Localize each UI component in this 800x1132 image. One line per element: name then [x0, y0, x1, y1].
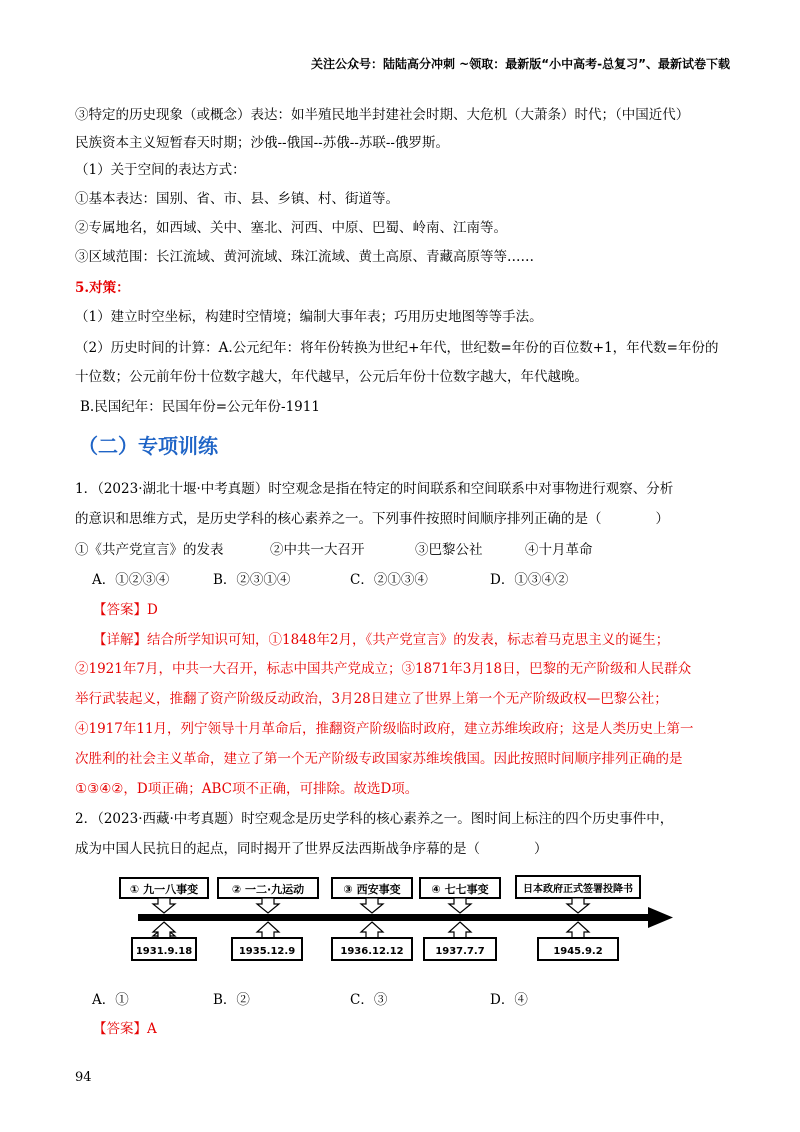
timeline-date-4-label: 1937.7.7: [435, 946, 485, 957]
timeline-date-3: [332, 922, 412, 960]
timeline-event-5: [516, 876, 640, 913]
q1-option-c[interactable]: C．②①③④: [350, 572, 428, 588]
intro-line-2: 民族资本主义短暂春天时期；沙俄--俄国--苏俄--苏联--俄罗斯。: [75, 135, 449, 151]
timeline-diagram: [118, 872, 678, 972]
timeline-event-4-label: ④ 七七事变: [431, 883, 489, 896]
q1-line-2: 的意识和思维方式，是历史学科的核心素养之一。下列事件按照时间顺序排列正确的是（ ）: [75, 511, 669, 527]
timeline-event-1: [120, 878, 208, 913]
q1-item-4: ④十月革命: [525, 542, 593, 558]
page-header: 关注公众号：陆陆高分冲刺 ~领取：最新版“小中高考-总复习”、最新试卷下载: [311, 57, 730, 71]
timeline-event-1-label: ① 九一八事变: [129, 883, 199, 896]
intro-line-3: （1）关于空间的表达方式：: [75, 162, 246, 178]
q1-explain-6: ①③④②，D项正确；ABC项不正确，可排除。故选D项。: [75, 781, 419, 797]
page-number: 94: [75, 1070, 92, 1085]
timeline-event-3-label: ③ 西安事变: [343, 883, 401, 896]
intro-line-4: ①基本表达：国别、省、市、县、乡镇、村、街道等。: [75, 191, 399, 207]
timeline-arrowhead: [648, 907, 673, 928]
q1-option-b[interactable]: B．②③①④: [213, 572, 291, 588]
q1-line-1: 1．（2023·湖北十堰·中考真题）时空观念是指在特定的时间联系和空间联系中对事物进行观察、分析: [75, 481, 674, 497]
strategy-line-2: （2）历史时间的计算：A.公元纪年：将年份转换为世纪+年代，世纪数=年份的百位数+1，年代数=年份的: [75, 340, 719, 356]
q2-line-2: 成为中国人民抗日的起点，同时揭开了世界反法西斯战争序幕的是（ ）: [75, 841, 548, 857]
strategy-line-3: 十位数；公元前年份十位数字越大，年代越早，公元后年份十位数字越大，年代越晚。: [75, 369, 588, 385]
q1-explain-2: ②1921年7月，中共一大召开，标志中国共产党成立；③1871年3月18日，巴黎的无产阶级和人民群众: [75, 661, 692, 677]
intro-line-6: ③区域范围：长江流域、黄河流域、珠江流域、黄土高原、青藏高原等等……: [75, 249, 534, 265]
timeline-date-2-label: 1935.12.9: [238, 946, 296, 957]
timeline-date-1-label: 1931.9.18: [135, 946, 193, 957]
timeline-date-5-label: 1945.9.2: [553, 946, 603, 957]
q1-explain-5: 次胜利的社会主义革命，建立了第一个无产阶级专政国家苏维埃俄国。因此按照时间顺序排列正确的是: [75, 751, 683, 767]
timeline-event-2: [218, 878, 318, 913]
section-title: （二）专项训练: [78, 434, 218, 458]
timeline-date-2: [232, 922, 302, 960]
q2-option-c[interactable]: C．③: [350, 992, 388, 1008]
q1-answer: 【答案】D: [93, 602, 158, 618]
intro-line-1: ③特定的历史现象（或概念）表达：如半殖民地半封建社会时期、大危机（大萧条）时代；（中国近代）: [75, 107, 690, 123]
timeline-date-1: [132, 922, 196, 960]
q1-option-d[interactable]: D．①③④②: [490, 572, 569, 588]
q1-item-2: ②中共一大召开: [270, 542, 365, 558]
q2-option-d[interactable]: D．④: [490, 992, 528, 1008]
q1-item-3: ③巴黎公社: [415, 542, 483, 558]
q1-explain-1: 【详解】结合所学知识可知，①1848年2月，《共产党宣言》的发表，标志着马克思主义的诞生；: [93, 632, 670, 648]
timeline-event-5-label: 日本政府正式签署投降书: [523, 884, 633, 895]
intro-line-5: ②专属地名，如西域、关中、塞北、河西、中原、巴蜀、岭南、江南等。: [75, 220, 507, 236]
q2-line-1: 2．（2023·西藏·中考真题）时空观念是历史学科的核心素养之一。图时间上标注的四个历史事件中，: [75, 811, 674, 827]
q2-option-a[interactable]: A．①: [92, 992, 129, 1008]
timeline-date-5: [538, 922, 618, 960]
timeline-date-4: [424, 922, 496, 960]
strategy-line-4: B.民国纪年：民国年份=公元年份-1911: [80, 399, 320, 415]
q2-option-b[interactable]: B．②: [213, 992, 250, 1008]
strategy-title: 5.对策：: [75, 280, 130, 296]
timeline-date-3-label: 1936.12.12: [340, 946, 404, 957]
q1-explain-3: 举行武装起义，推翻了资产阶级反动政治，3月28日建立了世界上第一个无产阶级政权—巴黎公社；: [75, 691, 668, 707]
q1-option-a[interactable]: A．①②③④: [92, 572, 170, 588]
q1-item-1: ①《共产党宣言》的发表: [75, 542, 224, 558]
q2-answer: 【答案】A: [93, 1021, 157, 1037]
strategy-line-1: （1）建立时空坐标，构建时空情境；编制大事年表；巧用历史地图等等手法。: [75, 309, 543, 325]
timeline-axis: [138, 914, 653, 921]
timeline-event-2-label: ② 一二·九运动: [231, 883, 305, 896]
timeline-event-4: [420, 878, 500, 913]
q1-explain-4: ④1917年11月，列宁领导十月革命后，推翻资产阶级临时政府，建立苏维埃政府；这是人类历史上第一: [75, 721, 694, 737]
timeline-event-3: [332, 878, 412, 913]
